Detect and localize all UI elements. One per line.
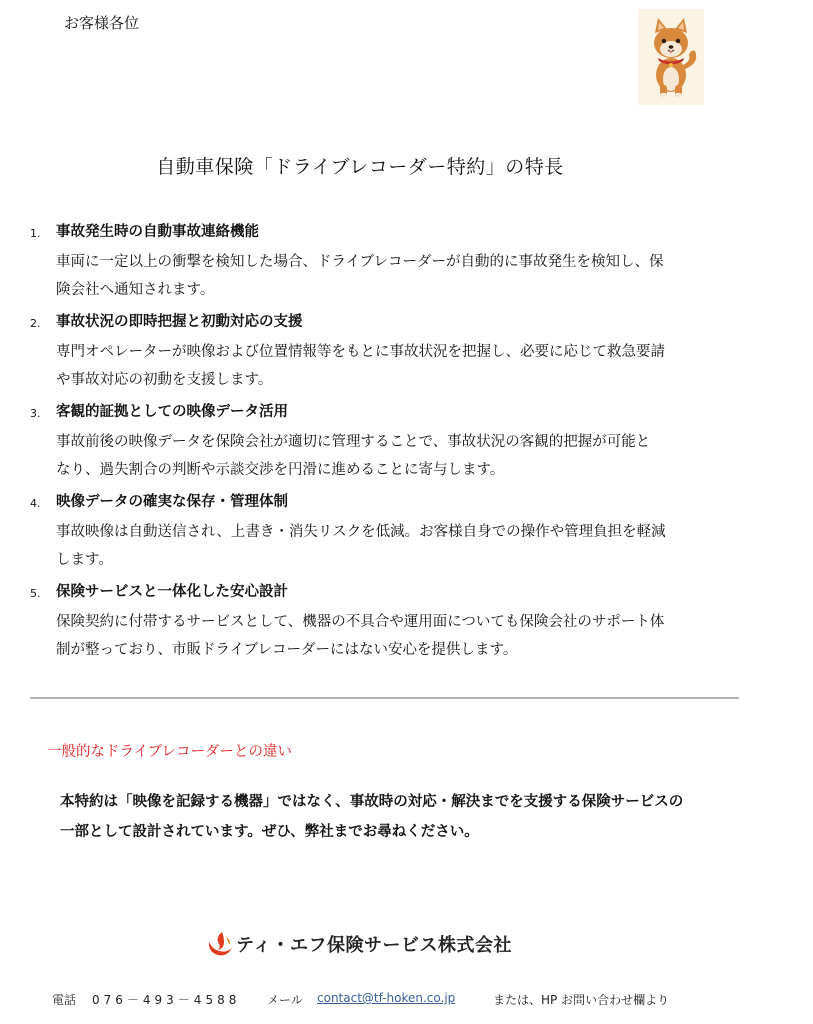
feature-description: 事故映像は自動送信され、上書き・消失リスクを低減。お客様自身での操作や管理負担を軽減 します。 [56,524,666,568]
feature-heading: 事故状況の即時把握と初動対応の支援 [56,314,303,330]
phone-number: 076－493－4588 [92,993,241,1007]
feature-number: 4. [30,497,41,510]
inquiry-note: または、HP お問い合わせ欄より [493,993,670,1007]
feature-list [30,222,750,672]
difference-description: 本特約は「映像を記録する機器」ではなく、事故時の対応・解決までを支援する保険サービスの 一部として設計されています。ぜひ、弊社までお尋ねください。 [60,794,684,840]
feature-item [30,402,750,484]
section-divider [30,697,739,699]
feature-number: 1. [30,227,41,240]
feature-number: 3. [30,407,41,420]
feature-description: 車両に一定以上の衝撃を検知した場合、ドライブレコーダーが自動的に事故発生を検知し、保 険会社へ通知されます。 [56,254,664,298]
tf-flame-logo-icon [206,931,234,957]
feature-item [30,492,750,574]
company-signature [206,931,512,957]
feature-item [30,312,750,394]
feature-number: 2. [30,317,41,330]
feature-description: 保険契約に付帯するサービスとして、機器の不具合や運用面についても保険会社のサポート体 制が整っており、市販ドライブレコーダーにはない安心を提供します。 [56,614,665,658]
feature-heading: 客観的証拠としての映像データ活用 [56,404,288,420]
email-link[interactable]: contact@tf-hoken.co.jp [317,991,456,1005]
feature-item [30,582,750,664]
feature-number: 5. [30,587,41,600]
salutation: お客様各位 [64,14,140,32]
email-label: メール [267,993,303,1007]
difference-heading: 一般的なドライブレコーダーとの違い [47,744,293,760]
company-name: ティ・エフ保険サービス株式会社 [236,935,513,956]
feature-description: 事故前後の映像データを保険会社が適切に管理することで、事故状況の客観的把握が可能と なり、過失割合の判断や示談交渉を円滑に進めることに寄与します。 [56,434,651,478]
feature-item [30,222,750,304]
phone-label: 電話 [52,993,77,1007]
feature-description: 専門オペレーターが映像および位置情報等をもとに事故状況を把握し、必要に応じて救急要請 や事故対応の初動を支援します。 [56,344,665,388]
feature-heading: 事故発生時の自動事故連絡機能 [56,224,259,240]
document-title: 自動車保険「ドライブレコーダー特約」の特長 [156,156,564,178]
feature-heading: 保険サービスと一体化した安心設計 [56,584,288,600]
shiba-dog-icon [638,9,704,105]
feature-heading: 映像データの確実な保存・管理体制 [56,494,288,510]
